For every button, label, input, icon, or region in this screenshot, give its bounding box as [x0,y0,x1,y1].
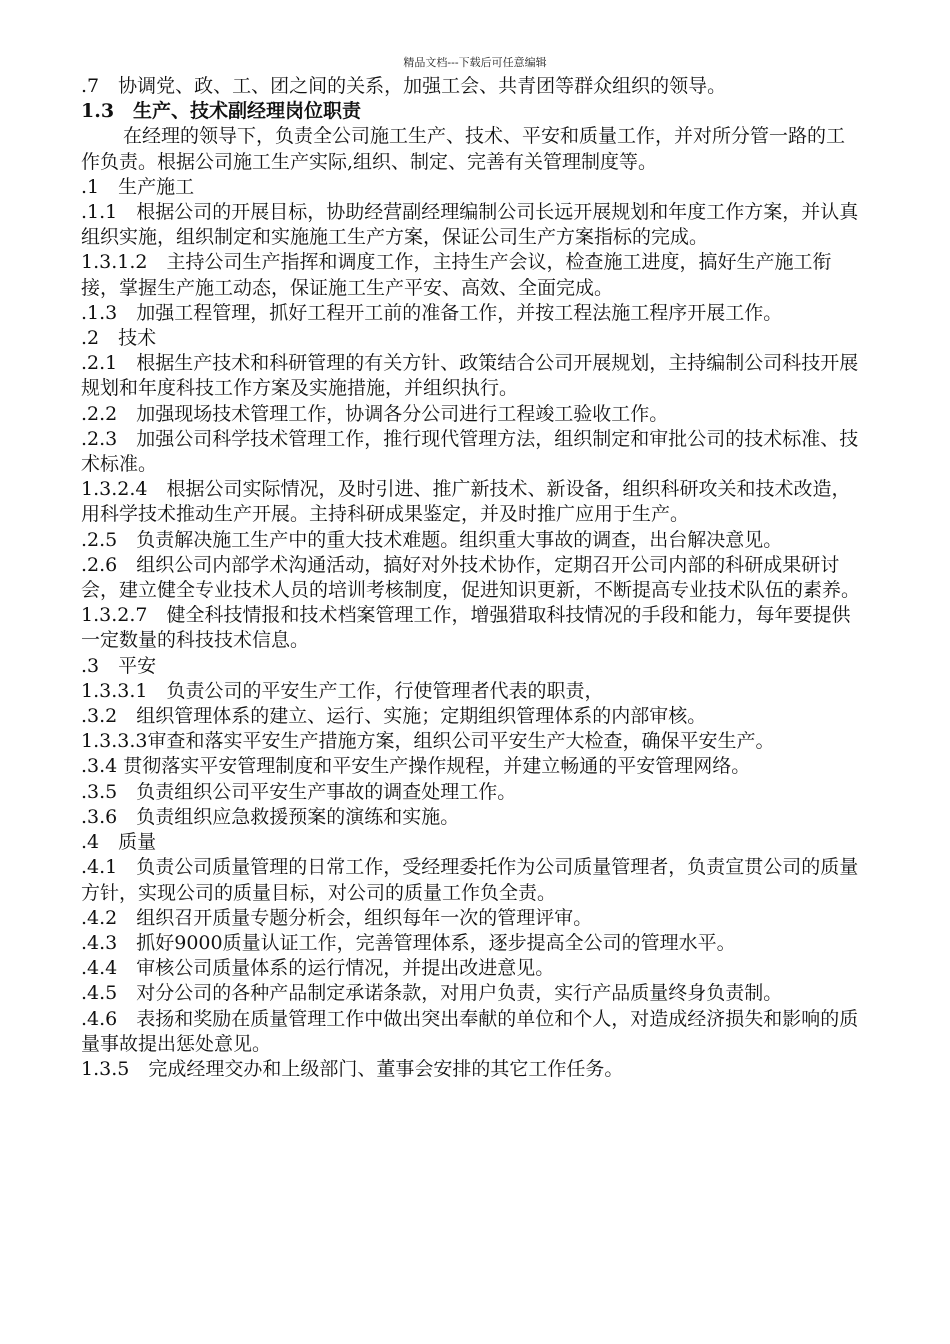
clause-paragraph: .2 技术 [81,327,157,350]
clause-paragraph: 1.3.1.2 主持公司生产指挥和调度工作，主持生产会议，检查施工进度，搞好生产施工衔接，掌握生产施工动态，保证施工生产平安、高效、全面完成。 [81,251,832,299]
clause-paragraph: .2.6 组织公司内部学术沟通活动，搞好对外技术协作，定期召开公司内部的科研成果研讨会，建立健全专业技术人员的培训考核制度，促进知识更新，不断提高专业技术队伍的素养。 [81,553,861,602]
document-body [81,74,863,1082]
clause-paragraph: 1.3.3.1 负责公司的平安生产工作，行使管理者代表的职责， [81,679,604,702]
clause-paragraph: .2.1 根据生产技术和科研管理的有关方针、政策结合公司开展规划，主持编制公司科技开展规划和年度科技工作方案及实施措施，并组织执行。 [81,352,859,400]
clause-paragraph: .2.2 加强现场技术管理工作，协调各分公司进行工程竣工验收工作。 [81,402,669,425]
clause-paragraph: 1.3.2.7 健全科技情报和技术档案管理工作，增强猎取科技情况的手段和能力，每年要提供一定数量的科技技术信息。 [81,604,851,652]
clause-paragraph: .4.5 对分公司的各种产品制定承诺条款，对用户负责，实行产品质量终身负责制。 [81,982,783,1005]
clause-paragraph: .2.5 负责解决施工生产中的重大技术难题。组织重大事故的调查，出台解决意见。 [81,528,783,551]
intro-paragraph: 在经理的领导下，负责全公司施工生产、技术、平安和质量工作，并对所分管一路的工作负责。根据公司施工生产实际,组织、制定、完善有关管理制度等。 [81,125,846,173]
clause-paragraph: 1.3.3.3审查和落实平安生产措施方案，组织公司平安生产大检查，确保平安生产。 [81,730,775,753]
page-header: 精品文档---下载后可任意编辑 [403,56,547,69]
clause-paragraph: 1.3.2.4 根据公司实际情况，及时引进、推广新技术、新设备，组织科研攻关和技术改造，用科学技术推动生产开展。主持科研成果鉴定，并及时推广应用于生产。 [81,478,851,526]
clause-paragraph: .1.3 加强工程管理，抓好工程开工前的准备工作，并按工程法施工程序开展工作。 [81,301,783,324]
clause-paragraph: .1 生产施工 [81,175,195,198]
clause-paragraph: 1.3.5 完成经理交办和上级部门、董事会安排的其它工作任务。 [81,1057,624,1080]
clause-paragraph: .4 质量 [81,831,157,854]
clause-paragraph: .3 平安 [81,654,157,677]
clause-paragraph: .3.6 负责组织应急救援预案的演练和实施。 [81,805,460,828]
clause-paragraph: .4.2 组织召开质量专题分析会，组织每年一次的管理评审。 [81,906,593,929]
clause-paragraph: .1.1 根据公司的开展目标，协助经营副经理编制公司长远开展规划和年度工作方案，并认真组织实施，组织制定和实施施工生产方案，保证公司生产方案指标的完成。 [81,201,859,249]
clause-paragraph: .3.5 负责组织公司平安生产事故的调查处理工作。 [81,780,517,803]
clause-paragraph: .2.3 加强公司科学技术管理工作，推行现代管理方法，组织制定和审批公司的技术标准、技术标准。 [81,427,859,476]
clause-paragraph: .3.4 贯彻落实平安管理制度和平安生产操作规程，并建立畅通的平安管理网络。 [81,755,751,778]
clause-paragraph: .4.4 审核公司质量体系的运行情况，并提出改进意见。 [81,957,555,980]
clause-paragraph: .7 协调党、政、工、团之间的关系，加强工会、共青团等群众组织的领导。 [81,75,727,97]
section-heading: 1.3 生产、技术副经理岗位职责 [81,100,362,123]
clause-paragraph: .4.6 表扬和奖励在质量管理工作中做出突出奉献的单位和个人，对造成经济损失和影响的质量事故提出惩处意见。 [81,1007,859,1055]
clause-paragraph: .4.3 抓好9000质量认证工作，完善管理体系，逐步提高全公司的管理水平。 [81,931,736,954]
clause-paragraph: .3.2 组织管理体系的建立、运行、实施；定期组织管理体系的内部审核。 [81,705,707,728]
clause-paragraph: .4.1 负责公司质量管理的日常工作，受经理委托作为公司质量管理者，负责宣贯公司的质量方针，实现公司的质量目标，对公司的质量工作负全责。 [81,856,859,904]
